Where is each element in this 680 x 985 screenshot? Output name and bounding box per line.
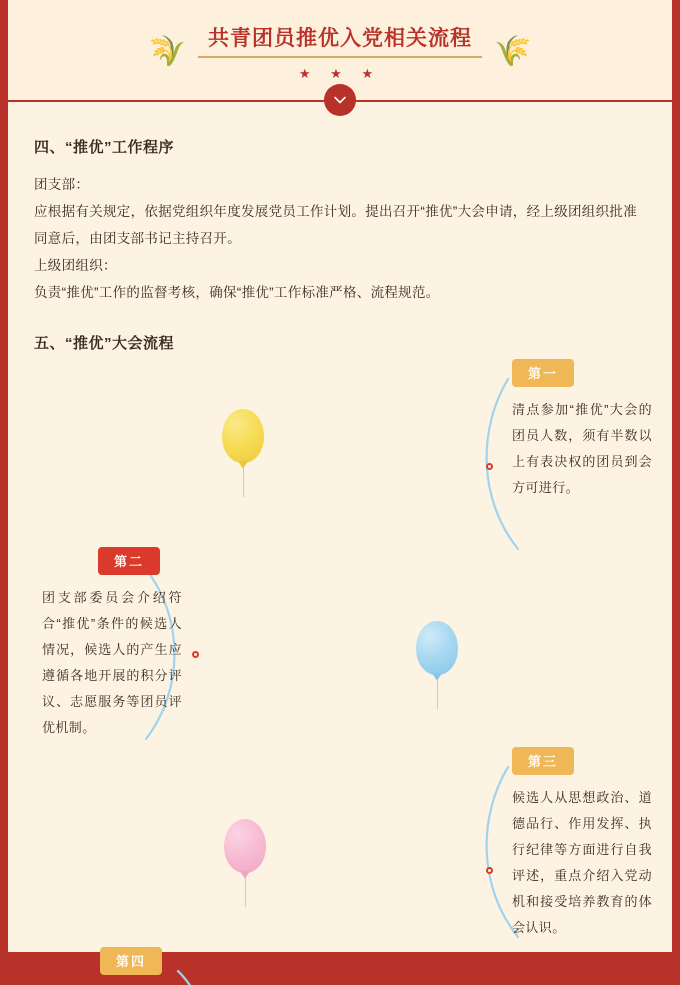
flow-step-4 (100, 947, 240, 985)
poster-content (8, 102, 672, 979)
title-block (8, 22, 672, 82)
section-four-paragraph: 负责“推优”工作的监督考核，确保“推优”工作标准严格、流程规范。 (34, 285, 440, 300)
poster-header (8, 0, 672, 102)
section-five-heading: 五、“推优”大会流程 (34, 335, 175, 352)
page-title: 共青团员推优入党相关流程 (198, 22, 482, 58)
section-four-paragraph: 团支部： (34, 177, 90, 192)
step-3-tag: 第三 (512, 747, 574, 775)
flow-node-dot (192, 651, 199, 658)
wheat-branch-icon: 🌾 (150, 35, 186, 68)
flow-diagram (34, 359, 652, 979)
section-four-paragraph: 上级团组织： (34, 258, 117, 273)
step-3-text: 候选人从思想政治、道德品行、作用发挥、执行纪律等方面进行自我评述，重点介绍入党动机和接受培养教育的体会认识。 (512, 790, 652, 935)
section-four-paragraph: 应根据有关规定，依据党组织年度发展党员工作计划。提出召开“推优”大会申请，经上级团组织批准同意后，由团支部书记主持召开。 (34, 204, 637, 246)
flow-step-2 (42, 547, 182, 741)
flow-node-dot (486, 867, 493, 874)
flow-step-3 (512, 747, 652, 941)
stars-decoration: ★ ★ ★ (298, 66, 382, 81)
balloon-icon (416, 621, 458, 675)
step-2-text: 团支部委员会介绍符合“推优”条件的候选人情况，候选人的产生应遵循各地开展的积分评议、志愿服务等团员评优机制。 (42, 590, 182, 735)
wheat-branch-icon: 🌾 (494, 35, 530, 68)
chevron-down-icon[interactable] (324, 84, 356, 116)
section-four-heading: 四、“推优”工作程序 (34, 139, 175, 156)
step-1-text: 清点参加“推优”大会的团员人数，须有半数以上有表决权的团员到会方可进行。 (512, 402, 652, 495)
step-1-tag: 第一 (512, 359, 574, 387)
title-center (198, 22, 482, 82)
flow-step-1 (512, 359, 652, 501)
flow-node-dot (486, 463, 493, 470)
step-2-tag: 第二 (98, 547, 160, 575)
balloon-icon (224, 819, 266, 873)
step-4-tag: 第四 (100, 947, 162, 975)
balloon-icon (222, 409, 264, 463)
